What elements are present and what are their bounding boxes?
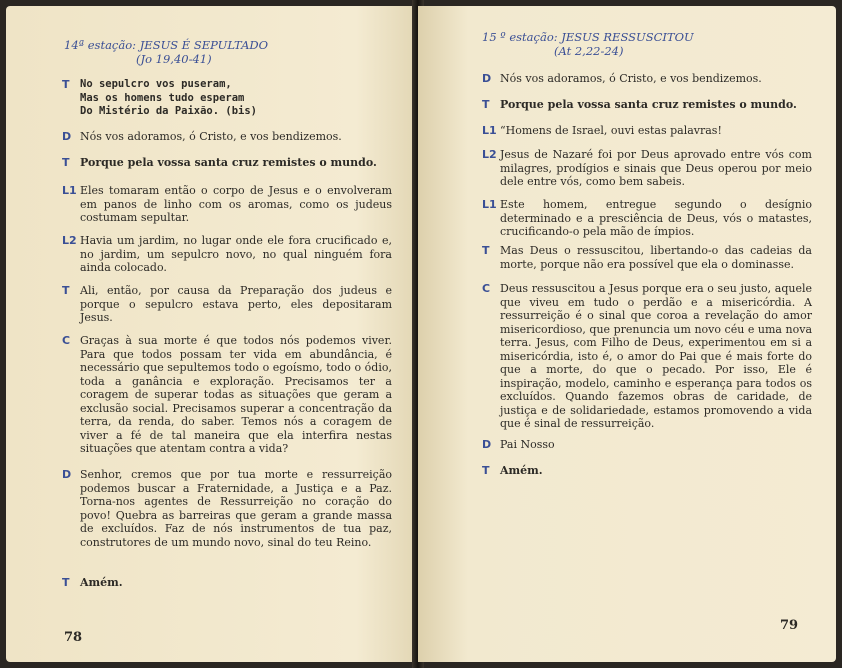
entry-text: Eles tomaram então o corpo de Jesus e o envolveram em panos de linho com os aromas, como os judeus costumam sepultar. (80, 184, 392, 224)
right-entry-5 (482, 244, 812, 271)
entry-text: Porque pela vossa santa cruz remistes o mundo. (80, 156, 377, 169)
role-label: C (62, 334, 71, 347)
left-entry-0 (62, 78, 392, 119)
right-entry-3 (482, 148, 812, 189)
right-entry-8 (482, 464, 812, 478)
entry-text: Porque pela vossa santa cruz remistes o mundo. (500, 98, 797, 111)
left-entry-4 (62, 234, 392, 275)
right-entry-2 (482, 124, 812, 138)
role-label: L2 (62, 234, 77, 247)
role-label: D (482, 438, 492, 451)
left-entry-7 (62, 468, 392, 549)
left-entry-5 (62, 284, 392, 325)
entry-text: Deus ressuscitou a Jesus porque era o seu justo, aquele que viveu em tudo o perdão e a misericórdia. A ressurreição é o sinal que coroa a revelação do amor misericordioso, que prenuncia um novo céu e uma nova terra. Jesus, com Filho de Deus, experimentou em si a misericórdia, isto é, o amor do Pai que é mais forte do que a morte, do que o pecado. Por isso, Ele é inspiração, modelo, caminho e esperança para todos os excluídos. Quando fazemos obras de caridade, de justiça e de solidariedade, estamos promovendo a vida que é sinal de ressurreição. (500, 282, 812, 430)
role-label: L1 (62, 184, 77, 197)
right-entry-6 (482, 282, 812, 431)
left-entry-1 (62, 130, 392, 144)
entry-text: Senhor, cremos que por tua morte e ressurreição podemos buscar a Fraternidade, a Justiça e a Paz. Torna-nos agentes de Ressurreição no coração do povo! Quebra as barreiras que geram a grande massa de excluídos. Faz de nós instrumentos de tua paz, construtores de um mundo novo, sinal do teu Reino. (80, 468, 392, 549)
entry-text: Este homem, entregue segundo o desígnio determinado e a presciência de Deus, vós o matastes, crucificando-o pela mão de ímpios. (500, 198, 812, 238)
entry-text: Ali, então, por causa da Preparação dos judeus e porque o sepulcro estava perto, eles depositaram Jesus. (80, 284, 392, 324)
role-label: T (482, 244, 490, 257)
role-label: L2 (482, 148, 497, 161)
role-label: C (482, 282, 491, 295)
entry-text: Pai Nosso (500, 438, 555, 451)
station-15-heading: 15 º estação: JESUS RESSUSCITOU (482, 30, 694, 44)
station-14-heading: 14ª estação: JESUS É SEPULTADO (64, 38, 269, 52)
page-number-left: 78 (64, 630, 83, 645)
entry-text: Mas Deus o ressuscitou, libertando-o das cadeias da morte, porque não era possível que ela o dominasse. (500, 244, 812, 271)
station-14-reference: (Jo 19,40-41) (136, 52, 212, 66)
page-number-right: 79 (780, 618, 799, 633)
role-label: D (62, 468, 72, 481)
role-label: L1 (482, 198, 497, 211)
station-15-title (482, 30, 694, 58)
role-label: D (482, 72, 492, 85)
left-entry-2 (62, 156, 392, 170)
role-label: T (62, 284, 70, 297)
role-label: D (62, 130, 72, 143)
role-label: T (62, 156, 70, 169)
right-entry-0 (482, 72, 812, 86)
entry-text: Jesus de Nazaré foi por Deus aprovado entre vós com milagres, prodígios e sinais que Deus operou por meio dele entre vós, como bem sabeis. (500, 148, 812, 188)
entry-text: Graças à sua morte é que todos nós podemos viver. Para que todos possam ter vida em abundância, é necessário que sepultemos todo o egoísmo, todo o ódio, toda a ganância e exploração. Precisamos ter a coragem de superar todas as situações que geram a exclusão social. Precisamos superar a concentração da terra, da renda, do saber. Temos nós a coragem de viver a fé de tal maneira que ela interfira nestas situações que atentam contra a vida? (80, 334, 392, 455)
entry-text: “Homens de Israel, ouvi estas palavras! (500, 124, 722, 137)
right-entry-7 (482, 438, 812, 452)
entry-text: Havia um jardim, no lugar onde ele fora crucificado e, no jardim, um sepulcro novo, no qual ninguém fora ainda colocado. (80, 234, 392, 274)
entry-text: Amém. (80, 576, 123, 589)
station-15-reference: (At 2,22-24) (554, 44, 624, 58)
entry-text: Nós vos adoramos, ó Cristo, e vos bendizemos. (80, 130, 342, 143)
role-label: T (482, 464, 490, 477)
left-entry-8 (62, 576, 392, 590)
left-entry-3 (62, 184, 392, 225)
entry-text: Nós vos adoramos, ó Cristo, e vos bendizemos. (500, 72, 762, 85)
right-entry-4 (482, 198, 812, 239)
role-label: T (482, 98, 490, 111)
right-entry-1 (482, 98, 812, 112)
role-label: T (62, 78, 70, 91)
station-14-title (64, 38, 268, 66)
right-page (418, 6, 836, 662)
role-label: L1 (482, 124, 497, 137)
role-label: T (62, 576, 70, 589)
entry-text: Amém. (500, 464, 543, 477)
entry-text: No sepulcro vos puseram, Mas os homens tudo esperam Do Mistério da Paixão. (bis) (80, 78, 258, 117)
left-entry-6 (62, 334, 392, 456)
left-page (6, 6, 418, 662)
